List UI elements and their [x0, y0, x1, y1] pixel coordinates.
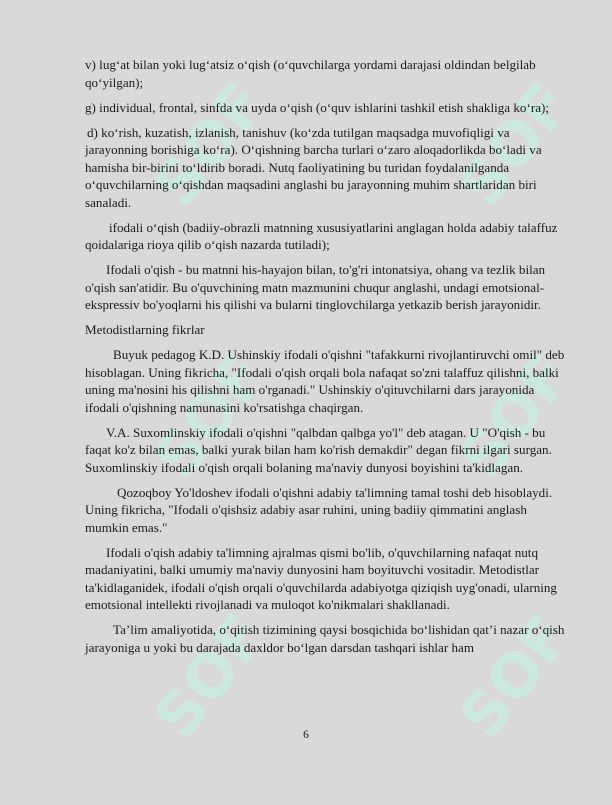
document-body	[85, 56, 569, 664]
svg-text:SOF: SOF	[446, 341, 570, 492]
paragraph-definition: Ifodali o'qish - bu matnni his-hayajon bilan, to'g'ri intonatsiya, ohang va tezlik bilan o'qish san'atidir. Bu o'quvchining matn mazmunini chuqur anglashi, undagi emotsional-ekspressiv bo'yoqlarni his qilishi va bularni tinglovchilarga yetkazib berish jarayonidir.	[85, 262, 546, 312]
paragraph-suxomlinskiy: V.A. Suxomlinskiy ifodali o'qishni "qalbdan qalbga yo'l" deb atagan. U "O'qish - bu faqat ko'z bilan emas, balki yurak bilan ham ko'rish demakdir" degan fikrni ilgari surgan. Suxomlinskiy ifodali o'qish orqali bolaning ma'naviy dunyosi boyishini ta'kidlagan.	[85, 424, 552, 475]
svg-text:SOF: SOF	[446, 69, 570, 220]
svg-text:SOF: SOF	[141, 601, 265, 752]
list-item-ifodali: ifodali o‘qish (badiiy-obrazli matnning xususiyatlarini anglagan holda adabiy talaffuz qoidalariga rioya qilib o‘qish nazarda tutiladi);	[85, 219, 558, 252]
paragraph-summary: Ifodali o'qish adabiy ta'limning ajralmas qismi bo'lib, o'quvchilarning nafaqat nutq madaniyatini, balki umumiy ma'naviy dunyosini ham boyituvchi vositadir. Metodistlar ta'kidlaganidek, ifodali o'qish orqali o'quvchilarda adabiyotga qiziqish uyg'onadi, ularning emotsional intellekti rivojlanadi va muloqot ko'nikmalari shakllanadi.	[85, 544, 557, 612]
svg-text:SOF: SOF	[141, 341, 265, 492]
list-item-d: d) ko‘rish, kuzatish, izlanish, tanishuv (ko‘zda tutilgan maqsadga muvofiqligi va jarayonning borishiga ko‘ra). O‘qishning barcha turlari o‘zaro aloqadorlikda bo‘ladi va hamisha bir-birini to‘ldirib boradi. Nutq faoliyatining bu turidan foydalanilganda o‘quvchilarning o‘qishdan maqsadini anglashi bu jarayonning muhim shartlaridan biri sanaladi.	[85, 124, 542, 210]
paragraph-practice: Ta’lim amaliyotida, o‘qitish tizimining qaysi bosqichida bo‘lishidan qat’i nazar o‘qish jarayoniga u yoki bu darajada daxldor bo‘lgan darsdan tashqari ishlar ham	[85, 622, 565, 655]
svg-text:SOF: SOF	[141, 69, 265, 220]
paragraph-yoldoshev: Qozoqboy Yo'ldoshev ifodali o'qishni adabiy ta'limning tamal toshi deb hisoblaydi. Uning fikricha, "Ifodali o'qishsiz adabiy asar ruhini, uning badiiy qimmatini anglash mumkin emas."	[85, 484, 553, 535]
list-item-g: g) individual, frontal, sinfda va uyda o‘qish (o‘quv ishlarini tashkil etish shakliga ko‘ra);	[85, 99, 550, 115]
paragraph-ushinskiy: Buyuk pedagog K.D. Ushinskiy ifodali o'qishni "tafakkurni rivojlantiruvchi omil" deb hisoblagan. Uning fikricha, "Ifodali o'qish orqali bola nafaqat so'zni talaffuz qilishni, balki uning ma'nosini his qilishni ham o'rganadi." Ushinskiy o'qituvchilarni dars jarayonida ifodali o'qishning namunasini ko'rsatishga chaqirgan.	[85, 347, 565, 415]
section-heading: Metodistlarning fikrlar	[85, 322, 205, 337]
list-item-v: v) lug‘at bilan yoki lug‘atsiz o‘qish (o‘quvchilarga yordami darajasi oldindan belgilab qo‘yilgan);	[85, 57, 536, 90]
page-number: 6	[303, 729, 309, 741]
svg-text:SOF: SOF	[446, 601, 570, 752]
